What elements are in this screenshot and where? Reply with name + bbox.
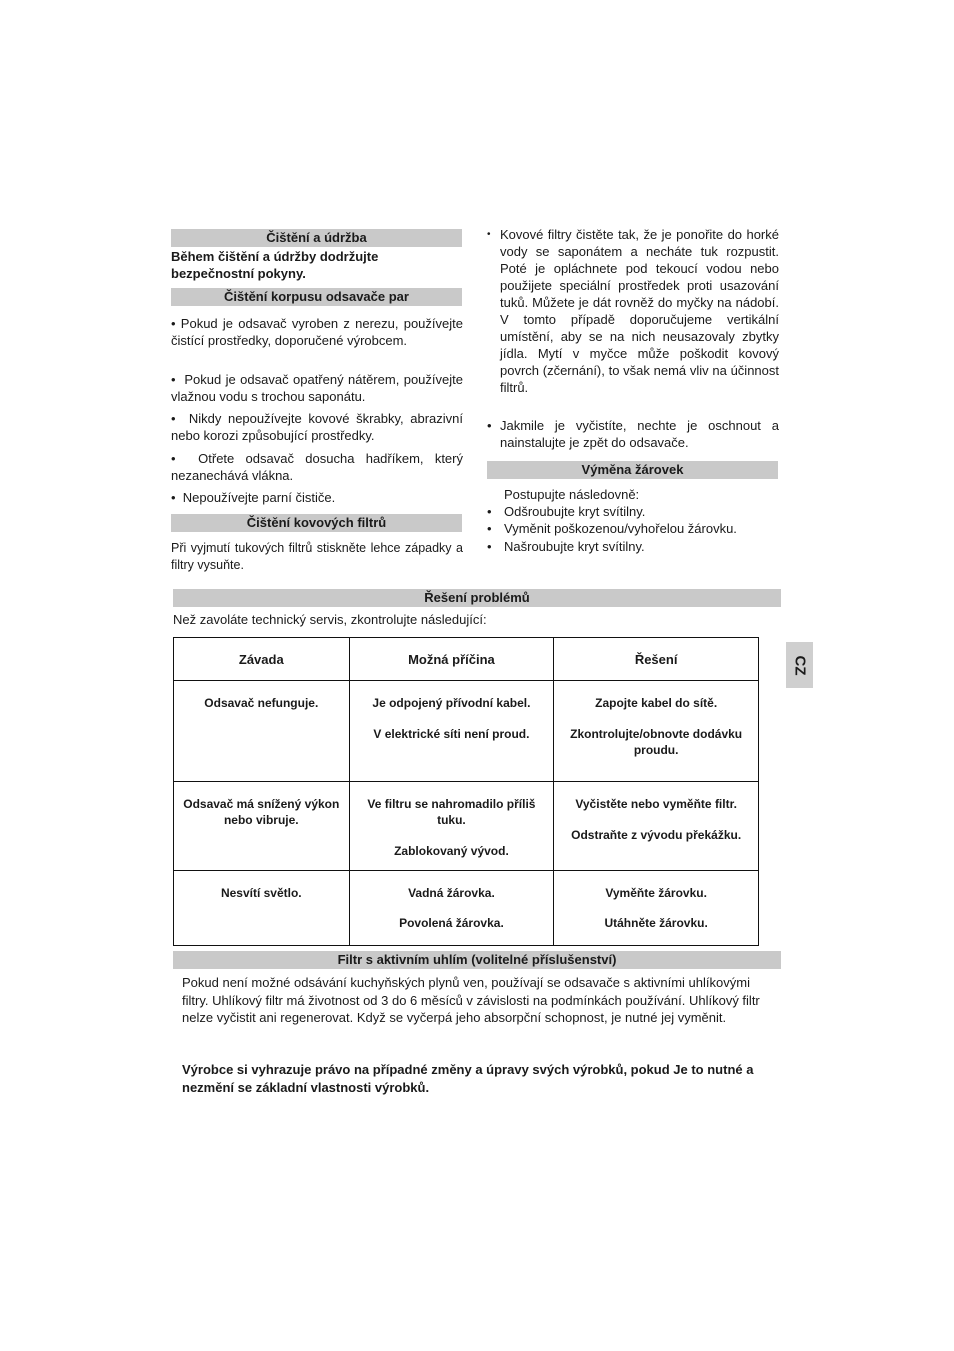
list-item-text: Otřete odsavač dosucha hadříkem, který nezanechává vlákna.	[171, 451, 463, 483]
section-heading-troubleshooting: Řešení problémů	[173, 589, 781, 607]
list-item-text: Nepoužívejte parní čističe.	[182, 490, 336, 505]
section-heading-bulb-replacement: Výměna žárovek	[487, 461, 778, 479]
carbon-filter-text: Pokud není možné odsávání kuchyňských plynů ven, používají se odsavače s aktivními uhlíkovými filtry. Uhlíkový filtr má životnost od 3 do 6 měsíců v závislosti na podmínkách používání. Uhlíkový filtr nelze vyčistit ani regenerovat. Když se vyčerpá jeho absorpční schopnost, je nutné jej vyměnit.	[182, 975, 760, 1025]
column-header-cause: Možná příčina	[349, 638, 554, 681]
safety-intro: Během čištění a údržby dodržujte bezpečnostní pokyny.	[171, 249, 379, 281]
list-item: • Pokud je odsavač vyroben z nerezu, používejte čistící prostředky, doporučené výrobcem.	[171, 316, 463, 348]
list-item: • Nikdy nepoužívejte kovové škrabky, abrazivní nebo korozi způsobující prostředky.	[171, 411, 463, 443]
table-header-row	[174, 638, 759, 681]
column-header-fault: Závada	[174, 638, 350, 681]
fault-text: Odsavač nefunguje.	[204, 696, 319, 710]
list-item-text: Odšroubujte kryt svítilny.	[504, 504, 646, 519]
solution-cell	[554, 871, 759, 946]
list-item: • Odšroubujte kryt svítilny.	[487, 503, 779, 520]
list-item-text: Pokud je odsavač vyroben z nerezu, používejte čistící prostředky, doporučené výrobcem.	[171, 316, 463, 348]
list-item: • Našroubujte kryt svítilny.	[487, 538, 779, 555]
cause-text: Zablokovaný vývod.	[394, 844, 509, 858]
section-heading-cleaning: Čištění a údržba	[171, 229, 462, 247]
solution-text: Vyměňte žárovku.	[605, 886, 707, 900]
cause-text: Je odpojený přívodní kabel.	[372, 696, 531, 710]
list-item: • Jakmile je vyčistíte, nechte je oschnout a nainstalujte je zpět do odsavače.	[487, 418, 779, 450]
list-item-text: Jakmile je vyčistíte, nechte je oschnout a nainstalujte je zpět do odsavače.	[500, 418, 779, 450]
language-tab	[786, 642, 813, 688]
table-row	[174, 871, 759, 946]
list-item-text: Pokud je odsavač opatřený nátěrem, používejte vlažnou vodu s trochou saponátu.	[171, 372, 463, 404]
list-item: • Pokud je odsavač opatřený nátěrem, používejte vlažnou vodu s trochou saponátu.	[171, 372, 463, 404]
fault-text: Nesvítí světlo.	[220, 886, 302, 900]
column-header-solution: Řešení	[554, 638, 759, 681]
troubleshooting-table	[173, 637, 759, 946]
fault-text: Odsavač má snížený výkon nebo vibruje.	[183, 797, 340, 827]
list-item: • Otřete odsavač dosucha hadříkem, který nezanechává vlákna.	[171, 451, 463, 483]
list-item-text: Našroubujte kryt svítilny.	[504, 539, 645, 554]
section-heading-filter-cleaning: Čištění kovových filtrů	[171, 514, 462, 532]
fault-cell	[174, 871, 350, 946]
list-item: • Nepoužívejte parní čističe.	[171, 490, 336, 505]
list-item-text: Kovové filtry čistěte tak, že je ponořite do horké vody se saponátem a necháte tuk rozpustit. Poté je opláchnete pod tekoucí vodou nebo použijete speciální prostředek proti usazování tuků. Můžete je dát rovněž do myčky na nádobí. V tomto případě doporučujeme vertikální umístění, aby se na nich neusazovaly zbytky jídla. Mytí v myčce může poškodit kovový povrch (zčernání), to však nemá vliv na účinnost filtrů.	[500, 227, 779, 395]
troubleshooting-intro: Než zavoláte technický servis, zkontrolujte následující:	[173, 612, 487, 627]
table-row	[174, 681, 759, 782]
table-row	[174, 782, 759, 871]
solution-text: Odstraňte z vývodu překážku.	[571, 828, 742, 842]
cause-text: Ve filtru se nahromadilo příliš tuku.	[367, 797, 536, 827]
list-item-text: Vyměnit poškozenou/vyhořelou žárovku.	[504, 521, 737, 536]
solution-text: Utáhněte žárovku.	[604, 916, 708, 930]
filter-removal-text: Při vyjmutí tukových filtrů stiskněte lehce západky a filtry vysuňte.	[171, 541, 463, 572]
solution-text: Zkontrolujte/obnovte dodávku proudu.	[570, 727, 743, 757]
fault-cell	[174, 782, 350, 871]
fault-cell	[174, 681, 350, 782]
solution-text: Vyčistěte nebo vyměňte filtr.	[575, 797, 737, 811]
cause-cell	[349, 681, 554, 782]
solution-cell	[554, 681, 759, 782]
solution-text: Zapojte kabel do sítě.	[595, 696, 718, 710]
cause-cell	[349, 871, 554, 946]
cause-text: Vadná žárovka.	[408, 886, 495, 900]
solution-cell	[554, 782, 759, 871]
list-item: • Kovové filtry čistěte tak, že je ponořite do horké vody se saponátem a necháte tuk rozpustit. Poté je opláchnete pod tekoucí vodou nebo použijete speciální prostředek proti usazování tuků. Můžete je dát rovněž do myčky na nádobí. V tomto případě doporučujeme vertikální umístění, aby se na nich neusazovaly zbytky jídla. Mytí v myčce může poškodit kovový povrch (zčernání), to však nemá vliv na účinnost filtrů.	[487, 227, 779, 395]
list-item-text: Nikdy nepoužívejte kovové škrabky, abrazivní nebo korozi způsobující prostředky.	[171, 411, 463, 443]
list-item: • Vyměnit poškozenou/vyhořelou žárovku.	[487, 520, 779, 537]
language-tab-label: CZ	[791, 655, 808, 675]
cause-text: Povolená žárovka.	[399, 916, 504, 930]
cause-text: V elektrické síti není proud.	[373, 727, 530, 741]
manufacturer-notice: Výrobce si vyhrazuje právo na případné změny a úpravy svých výrobků, pokud Je to nutné a nezmění se základní vlastnosti výrobků.	[182, 1062, 754, 1095]
section-heading-body-cleaning: Čištění korpusu odsavače par	[171, 288, 462, 306]
section-heading-carbon-filter: Filtr s aktivním uhlím (volitelné příslušenství)	[173, 951, 781, 969]
steps-lead: Postupujte následovně:	[504, 487, 640, 502]
cause-cell	[349, 782, 554, 871]
